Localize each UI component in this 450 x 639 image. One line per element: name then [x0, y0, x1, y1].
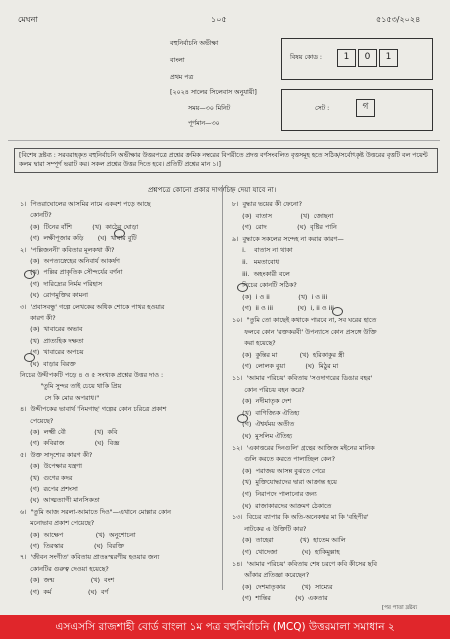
- header-divider: [8, 140, 440, 141]
- question-line: ৮। বুদ্ধার ভয়ের কী ফেনো?: [232, 200, 303, 208]
- question-line: কোনটির গুরুত্ব দেওয়া হয়েছে?: [20, 564, 109, 573]
- answer-mark-circle: [24, 353, 35, 362]
- question-line: (খ) প্রাত্যহিক দক্ষতা: [20, 336, 84, 345]
- question-line: (ক) লক্ষ্মী বৌ (খ) কবি: [20, 428, 118, 436]
- question-line: (খ) গুণের কদর: [20, 473, 73, 482]
- answer-mark-circle: [237, 414, 248, 423]
- question-line: ৩। 'প্রবাসবন্ধু' গল্পে লেখকের অধিক শোকে পাথর হওয়ার: [20, 302, 165, 311]
- question-line: (ক) কুন্তির মা (খ) হরিকাকুর স্ত্রী: [232, 350, 345, 359]
- set-value: গ: [356, 99, 375, 117]
- question-line: নাটকের এ উক্তিটি কার?: [232, 524, 307, 533]
- paper-name: প্রথম পত্র: [170, 74, 194, 81]
- question-line: ফলবে কোন 'রক্তকরবী' উপন্যাসে কোন প্রসঙ্গে উক্তি: [232, 327, 377, 336]
- question-line: (ক) খাবারের অভাব: [20, 325, 83, 334]
- question-line: (গ) দারিদ্র্যের নির্মম পরিহাস: [20, 279, 103, 288]
- question-line: কারণ কী?: [20, 314, 56, 322]
- instruction-line: প্রশ্নপত্রে কোনো প্রকার দাগ/চিহ্ন দেয়া যাবে না।: [148, 186, 277, 194]
- question-line: (ঘ) রাজাকারদের আক্রমণ ঠেকাতে: [232, 501, 332, 510]
- question-line: i. বাতাস না থাকা: [232, 246, 293, 255]
- question-line: (গ) রোদ (ঘ) বৃষ্টির পানি: [232, 223, 337, 232]
- header-left-name: মেঘনা: [18, 15, 38, 24]
- syllabus-note: [২০২৪ সালের সিলেবাস অনুযায়ী]: [170, 89, 257, 96]
- column-divider: [222, 185, 223, 590]
- question-line: মনোভাব প্রকাশ পেয়েছে?: [20, 519, 95, 528]
- question-line: (গ) কবিরাজ (ঘ) বিজ্ঞ: [20, 439, 120, 448]
- turn-page-note: [পর পাতা দ্রষ্টব্য: [382, 605, 418, 611]
- question-line: ১৩। বিচের ব্যাপার কি অতি-অনেকশ্বর মা কি 'বহিপীর': [232, 513, 369, 522]
- question-line: iii. অহংকারী বলে: [232, 269, 290, 278]
- question-line: (গ) ঐশ্বর্যময় অতীত: [232, 420, 295, 429]
- question-line: (গ) নিরাপদে পালানোর জন্য: [232, 490, 317, 498]
- subject-code-digit: 0: [358, 49, 377, 67]
- question-line: ৬। "তুমি আজ সরলা-আমাতে দিও"—এখানে মোল্লার কোন: [20, 507, 171, 516]
- question-line: (ক) আক্ষেপ (খ) অনুশোচনা: [20, 530, 136, 539]
- question-line: (গ) রূপের প্রশংসা: [20, 485, 78, 493]
- answer-banner: এসএসসি রাজশাহী বোর্ড বাংলা ১ম পত্র বহুনির্বাচনি (MCQ) উত্তরমালা সমাধান ২: [0, 615, 450, 639]
- answer-mark-circle: [332, 307, 343, 316]
- question-line: ii. মমতাবোধ: [232, 258, 280, 266]
- question-line: (গ) লক্ষীপূজার কড়ি (ঘ) খাবার বুটি: [20, 234, 137, 243]
- question-line: (ঘ) মুসলিম ঐতিহ্য: [232, 432, 293, 440]
- question-line: গুলি করতে করতে পালাচ্ছিল কেন?: [232, 455, 335, 464]
- question-line: ১১। 'আমার পরিচয়' কবিতায় 'সওদাগরের ডিঙার বহর': [232, 374, 373, 382]
- answer-mark-circle: [24, 270, 35, 279]
- set-label: সেট :: [315, 105, 330, 112]
- question-line: (খ) বাণিজ্যিক ঐতিহ্য: [232, 408, 300, 417]
- question-line: ৪। উদ্দীপকের ভাবার্থ 'নিমগাছ' গল্পের কোন চরিত্রে প্রকাশ: [20, 405, 167, 414]
- question-line: কোনটি?: [20, 211, 52, 220]
- question-line: (ক) জন্ম (খ) বংশ: [20, 576, 115, 585]
- exam-type: বহুনির্বাচনি অভীক্ষা: [170, 40, 219, 47]
- question-line: (ঘ) রোগমুক্তির কামনা: [20, 291, 88, 300]
- question-line: (খ) পল্লির প্রাকৃতিক সৌন্দর্যের বর্ণনা: [20, 268, 123, 277]
- question-line: (খ) মুক্তিযোদ্ধাদের দ্বারা আক্রান্ত হয়ে: [232, 478, 337, 487]
- question-line: করা হয়েছে?: [232, 339, 276, 348]
- question-line: (গ) কর্ম (ঘ) বর্ণ: [20, 587, 109, 596]
- page-number: ১০৫: [211, 15, 227, 24]
- question-line: (ক) অপত্যস্নেহের অনিবার্য আকর্ষণ: [20, 257, 120, 265]
- subject-name: বাংলা: [170, 57, 185, 64]
- special-notice: [বিশেষ দ্রষ্টব্য : সরবরাহকৃত বহুনির্বাচনি অভীক্ষার উত্তরপত্রে প্রশ্নের ক্রমিক নম্বরের বিপরীতে প্রদত্ত বর্ণসংবলিত বৃত্তসমূহ হতে সঠিক/সর্বোৎকৃষ্ট উত্তরের বৃত্তটি বল পয়েন্ট কলম দ্বারা সম্পূর্ণ ভরাট কর। সকল প্রশ্নের উত্তর দিতে হবে। প্রতিটি প্রশ্নের মান ১।]: [14, 148, 438, 173]
- question-line: (ক) দেশমাতৃকার (খ) সাম্যের: [232, 582, 333, 591]
- question-line: (ক) তাহেরা (খ) হাতেম আলি: [232, 536, 346, 545]
- question-line: পেয়েছে?: [20, 416, 54, 425]
- subject-code-label: বিষয় কোড :: [290, 54, 323, 61]
- question-line: (ক) টিনের বাঁশি (খ) কাঠের ঘোড়া: [20, 222, 139, 231]
- exam-code: ৫১৫৩/২০২৪: [376, 15, 421, 24]
- question-line: (ঘ) আত্মত্যাগী মানসিকতা: [20, 496, 100, 505]
- question-line: নিচের উদ্দীপকটি পড়ে ৪ ও ৫ সংখ্যক প্রশ্নের উত্তর দাও :: [20, 371, 164, 379]
- question-line: ১। পিতরাঘোলের আসমির নামে একবশ পড়ে আছে: [20, 200, 151, 208]
- question-line: ৫। উক্ত সাদৃশ্যের কারণ কী?: [20, 450, 93, 459]
- question-line: ৯। বুদ্ধাকে সকলের সন্দেহ না করার কারণ—: [232, 234, 344, 243]
- question-line: (গ) ii ও iii (ঘ) i, ii ও iii: [232, 304, 334, 313]
- question-line: ১২। 'একাত্তরের দিনগুলি' গ্রন্থের আজিজ মইনের মানিক: [232, 443, 375, 452]
- subject-code-digit: 1: [337, 49, 356, 67]
- question-line: ১৪। 'আমার পরিচয়' কবিতায় শেষ চরণে কবি কীসের ছবি: [232, 559, 377, 568]
- question-line: কোন পরিচয় বহন করে?: [232, 385, 305, 394]
- question-line: (গ) শান্তির (ঘ) একতার: [232, 594, 328, 603]
- question-line: (গ) লোলক বুয়া (ঘ) মিঠুর মা: [232, 362, 339, 371]
- question-line: সে কি মোর অপরাধ।": [20, 393, 100, 402]
- answer-mark-circle: [237, 283, 248, 292]
- question-line: আঁকার প্রতিজ্ঞা করেছেন?: [232, 571, 310, 580]
- question-line: (ক) পরাজয় আসন্ন বুঝতে পেরে: [232, 466, 326, 475]
- question-line: (ক) বাতাস (খ) জোছনা: [232, 211, 334, 220]
- subject-code-digit: 1: [379, 49, 398, 67]
- question-line: ১০। "তুমি তো কাছেই কথাকে পারবে না, সব ঘরের হাতে: [232, 316, 377, 324]
- question-line: (ক) i ও ii (খ) i ও iii: [232, 292, 328, 301]
- question-line: (ক) নদীমাতৃক দেশ: [232, 397, 292, 406]
- question-line: "তুমি সুন্দর তাই চেয়ে থাকি প্রিয়: [20, 382, 122, 391]
- question-line: (গ) খাবারের অপচয়: [20, 348, 84, 357]
- question-line: ২। 'পল্লিজননী' কবিতার মূলকথা কী?: [20, 245, 115, 254]
- question-line: নিচের কোনটি সঠিক?: [232, 281, 297, 290]
- answer-mark-circle: [114, 229, 125, 238]
- full-marks: পূর্ণমান—৩০: [188, 120, 220, 127]
- question-line: (ঘ) বাড়ার বিরক্ত: [20, 359, 76, 368]
- question-line: ৭। 'জীবন সংগীত' কবিতায় প্রাতঃস্মরণীয় হওয়ার জন্য: [20, 553, 160, 562]
- question-line: (ক) উপেক্ষার যন্ত্রণা: [20, 462, 82, 471]
- exam-time: সময়—৩০ মিনিট: [188, 105, 231, 112]
- question-line: (গ) খোদেজা (ঘ) হাকিমুল্লাহ: [232, 548, 340, 556]
- question-line: (গ) তিরস্কার (ঘ) বিরক্তি: [20, 542, 124, 550]
